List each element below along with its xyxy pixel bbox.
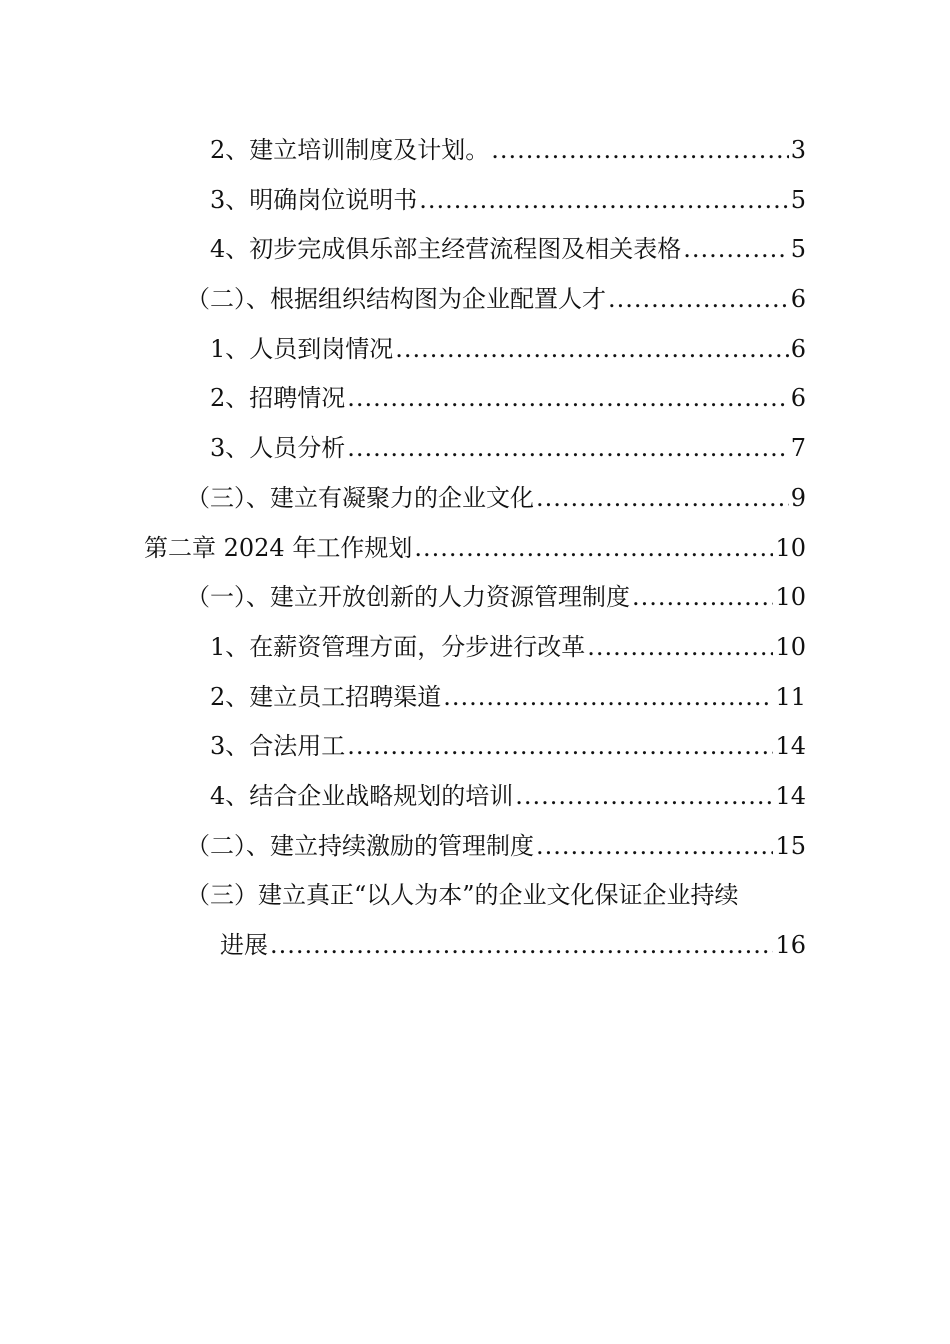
dot-leader xyxy=(347,424,788,474)
toc-page-number: 6 xyxy=(790,384,806,413)
toc-entry-title: 3、人员分析 xyxy=(210,434,346,463)
toc-page-number: 10 xyxy=(775,533,806,562)
toc-entry[interactable] xyxy=(0,474,950,524)
toc-page-number: 11 xyxy=(775,682,806,711)
toc-entry-title: （二）、根据组织结构图为企业配置人才 xyxy=(186,285,606,314)
toc-entry-title: 3、合法用工 xyxy=(210,732,346,761)
toc-page-number: 10 xyxy=(775,632,806,661)
dot-leader xyxy=(395,325,788,375)
toc-page-number: 3 xyxy=(790,136,806,164)
toc-entry-title: 第二章 2024 年工作规划 xyxy=(144,533,413,562)
toc-entry[interactable] xyxy=(0,126,950,176)
toc-entry-continuation[interactable] xyxy=(0,921,950,971)
toc-page-number: 9 xyxy=(790,483,806,512)
toc-entry[interactable] xyxy=(0,374,950,424)
dot-leader xyxy=(515,772,773,822)
toc-page-number: 6 xyxy=(790,334,806,363)
toc-entry[interactable] xyxy=(0,772,950,822)
toc-page-number: 15 xyxy=(775,831,806,860)
dot-leader xyxy=(587,623,773,673)
toc-entry-title: （二）、建立持续激励的管理制度 xyxy=(186,831,534,860)
toc-entry[interactable] xyxy=(0,822,950,872)
dot-leader xyxy=(347,722,773,772)
dot-leader xyxy=(414,524,773,574)
toc-page-number: 6 xyxy=(790,285,806,314)
toc-entry[interactable] xyxy=(0,573,950,623)
toc-entry-title: 4、结合企业战略规划的培训 xyxy=(210,781,514,810)
toc-entry[interactable] xyxy=(0,673,950,723)
dot-leader xyxy=(491,126,788,176)
dot-leader xyxy=(443,673,773,723)
toc-entry[interactable] xyxy=(0,722,950,772)
toc-entry[interactable] xyxy=(0,275,950,325)
toc-entry-title: 2、建立培训制度及计划。 xyxy=(210,136,490,164)
toc-entry-title: （三）建立真正“以人为本”的企业文化保证企业持续 xyxy=(186,881,739,910)
toc-page-number: 10 xyxy=(775,583,806,612)
toc-page-number: 5 xyxy=(790,185,806,214)
dot-leader xyxy=(608,275,789,325)
toc-entry-title: 2、建立员工招聘渠道 xyxy=(210,682,442,711)
toc-entry[interactable] xyxy=(0,225,950,275)
toc-page-number: 7 xyxy=(790,434,806,463)
toc-page-number: 14 xyxy=(775,781,806,810)
dot-leader xyxy=(419,176,788,226)
toc-page-number: 14 xyxy=(775,732,806,761)
dot-leader xyxy=(536,822,773,872)
toc-entry-chapter[interactable] xyxy=(0,524,950,574)
toc-entry-title: （一）、建立开放创新的人力资源管理制度 xyxy=(186,583,630,612)
toc-entry[interactable] xyxy=(0,176,950,226)
toc-entry[interactable] xyxy=(0,424,950,474)
toc-entry-title: 3、明确岗位说明书 xyxy=(210,185,418,214)
toc-page-number: 5 xyxy=(790,235,806,264)
table-of-contents xyxy=(0,126,950,971)
dot-leader xyxy=(270,921,773,971)
toc-entry-title: 4、初步完成俱乐部主经营流程图及相关表格 xyxy=(210,235,682,264)
dot-leader xyxy=(347,374,788,424)
toc-entry-title: 1、在薪资管理方面，分步进行改革 xyxy=(210,632,586,661)
toc-entry[interactable] xyxy=(0,871,950,921)
toc-entry[interactable] xyxy=(0,325,950,375)
toc-entry-title-continuation: 进展 xyxy=(220,931,268,959)
toc-page-number: 16 xyxy=(775,931,806,959)
toc-entry-title: 2、招聘情况 xyxy=(210,384,346,413)
dot-leader xyxy=(536,474,789,524)
toc-entry-title: 1、人员到岗情况 xyxy=(210,334,394,363)
dot-leader xyxy=(632,573,773,623)
toc-entry[interactable] xyxy=(0,623,950,673)
dot-leader xyxy=(683,225,788,275)
toc-entry-title: （三）、建立有凝聚力的企业文化 xyxy=(186,483,534,512)
